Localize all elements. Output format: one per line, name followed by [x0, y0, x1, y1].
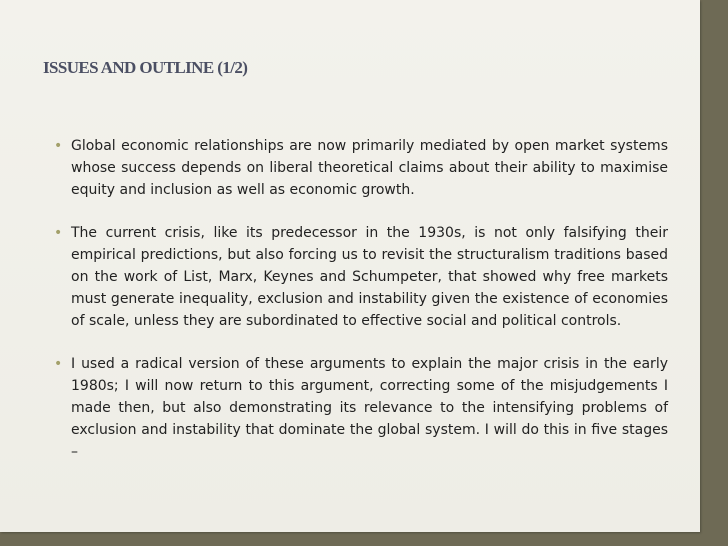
slide-title: ISSUES AND OUTLINE (1/2): [43, 58, 248, 77]
bullet-item: [54, 135, 668, 201]
bullet-marker-icon: •: [54, 356, 63, 372]
bullet-marker-icon: •: [54, 138, 63, 154]
bullet-text: I used a radical version of these arguments to explain the major crisis in the early 1980s; I will now return to this argument, correcting some of the misjudgements I made then, but also demonstrating its relevance to the intensifying problems of exclusion and instability that dominate the global system. I will do this in five stages –: [71, 356, 668, 460]
bullet-item: [54, 222, 668, 332]
bullet-text: The current crisis, like its predecessor in the 1930s, is not only falsifying their empirical predictions, but also forcing us to revisit the structuralism traditions based on the work of List, Marx, Keynes and Schumpeter, that showed why free markets must generate inequality, exclusion and instability given the existence of economies of scale, unless they are subordinated to effective social and political controls.: [71, 225, 668, 329]
bullet-list: [54, 135, 668, 484]
bullet-marker-icon: •: [54, 225, 63, 241]
bullet-text: Global economic relationships are now primarily mediated by open market systems whose success depends on liberal theoretical claims about their ability to maximise equity and inclusion as well as economic growth.: [71, 138, 668, 198]
bullet-item: [54, 353, 668, 463]
